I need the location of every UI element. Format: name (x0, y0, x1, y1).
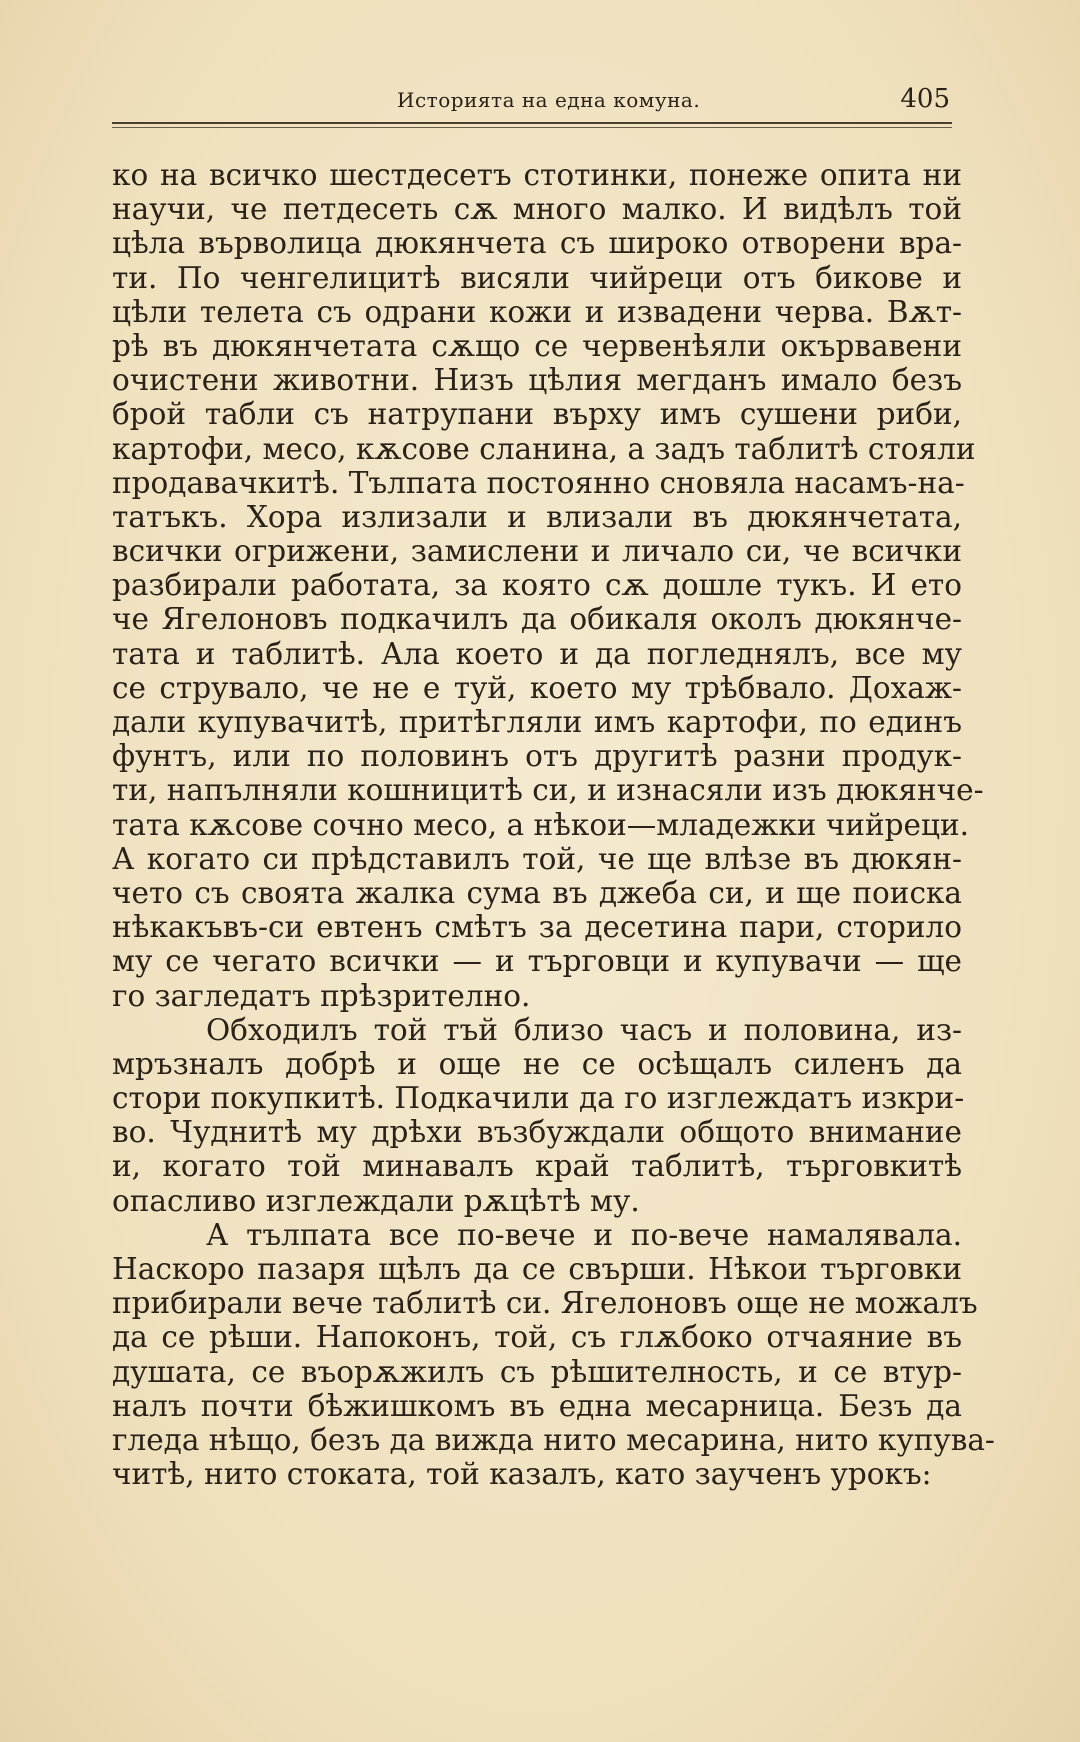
body-text (112, 158, 995, 1492)
text-line: цѣли телета съ одрани кожи и извадени черва. Вѫт- (112, 294, 962, 329)
text-line: научи, че петдесеть сѫ много малко. И видѣлъ той (112, 192, 962, 227)
text-line: продавачкитѣ. Тълпата постоянно сновяла насамъ-на- (112, 465, 965, 500)
text-line: душата, се въорѫжилъ съ рѣшителность, и се втур- (112, 1354, 962, 1389)
text-line: нѣкакъвъ-си евтенъ смѣтъ за десетина пари, сторило (112, 910, 962, 945)
text-line: тата кѫсове сочно месо, а нѣкои—младежки чийреци. (112, 807, 969, 842)
text-line: всички огрижени, замислени и личало си, че всички (112, 534, 962, 569)
text-line: Наскоро пазаря щѣлъ да се свърши. Нѣкои търговки (112, 1252, 962, 1286)
text-line: Обходилъ той тъй близо часъ и половина, из- (206, 1012, 962, 1047)
text-line: дали купувачитѣ, притѣгляли имъ картофи, по единъ (112, 705, 962, 739)
text-line: А тълпата все по-вече и по-вече намалявала. (206, 1217, 962, 1252)
text-line: го загледатъ прѣзрително. (112, 978, 531, 1013)
paragraph (112, 1217, 995, 1492)
page-number: 405 (900, 84, 950, 114)
text-line: се струвало, че не е туй, което му трѣбвало. Дохаж- (112, 670, 962, 705)
text-line: да се рѣши. Напоконъ, той, съ глѫбоко отчаяние въ (112, 1320, 962, 1355)
page-header (112, 84, 952, 124)
header-rule (112, 122, 952, 124)
text-line: ти, напълняли кошницитѣ си, и изнасяли изъ дюкянче- (112, 773, 984, 808)
paragraph (112, 158, 984, 1013)
text-line: рѣ въ дюкянчетата сѫщо се червенѣяли окървавени (112, 328, 962, 363)
text-line: и, когато той минавалъ край таблитѣ, търговкитѣ (112, 1149, 962, 1184)
text-line: прибирали вече таблитѣ си. Ягелоновъ още не можалъ (112, 1286, 978, 1321)
text-line: налъ почти бѣжишкомъ въ една месарница. Безъ да (112, 1388, 962, 1423)
text-line: татъкъ. Хора излизали и влизали въ дюкянчетата, (112, 499, 962, 534)
text-line: тата и таблитѣ. Ала което и да погледнялъ, все му (112, 636, 962, 671)
text-line: гледа нѣщо, безъ да вижда нито месарина, нито купува- (112, 1422, 995, 1457)
text-line: чето съ своята жалка сума въ джеба си, и ще поиска (112, 875, 962, 910)
text-line: ко на всичко шестдесетъ стотинки, понеже опита ни (112, 158, 962, 192)
text-line: читѣ, нито стоката, той казалъ, като заученъ урокъ: (112, 1457, 932, 1492)
header-rule-thin (112, 127, 952, 128)
text-line: очистени животни. Низъ цѣлия мегданъ имало безъ (112, 363, 962, 398)
text-line: стори покупкитѣ. Подкачили да го изглеждатъ изкри- (112, 1081, 965, 1116)
text-line: ти. По ченгелицитѣ висяли чийреци отъ бикове и (112, 260, 962, 295)
running-title: Историята на една комуна. (397, 88, 701, 112)
text-line: фунтъ, или по половинъ отъ другитѣ разни продук- (112, 739, 962, 774)
text-line: опасливо изглеждали рѫцѣтѣ му. (112, 1183, 640, 1218)
text-line: разбирали работата, за която сѫ дошле тукъ. И ето (112, 568, 962, 603)
text-line: му се чегато всички — и търговци и купувачи — ще (112, 944, 962, 979)
text-line: мръзналъ добрѣ и още не се осѣщалъ силенъ да (112, 1046, 962, 1081)
text-line: брой табли съ натрупани върху имъ сушени риби, (112, 397, 962, 432)
paragraph (112, 1012, 965, 1218)
text-line: во. Чуднитѣ му дрѣхи възбуждали общото внимание (112, 1115, 962, 1150)
text-line: че Ягелоновъ подкачилъ да обикаля околъ дюкянче- (112, 602, 962, 637)
text-line: цѣла върволица дюкянчета съ широко отворени вра- (112, 226, 962, 261)
text-line: А когато си прѣдставилъ той, че ще влѣзе въ дюкян- (112, 841, 962, 876)
text-line: картофи, месо, кѫсове сланина, а задъ таблитѣ стояли (112, 431, 976, 466)
